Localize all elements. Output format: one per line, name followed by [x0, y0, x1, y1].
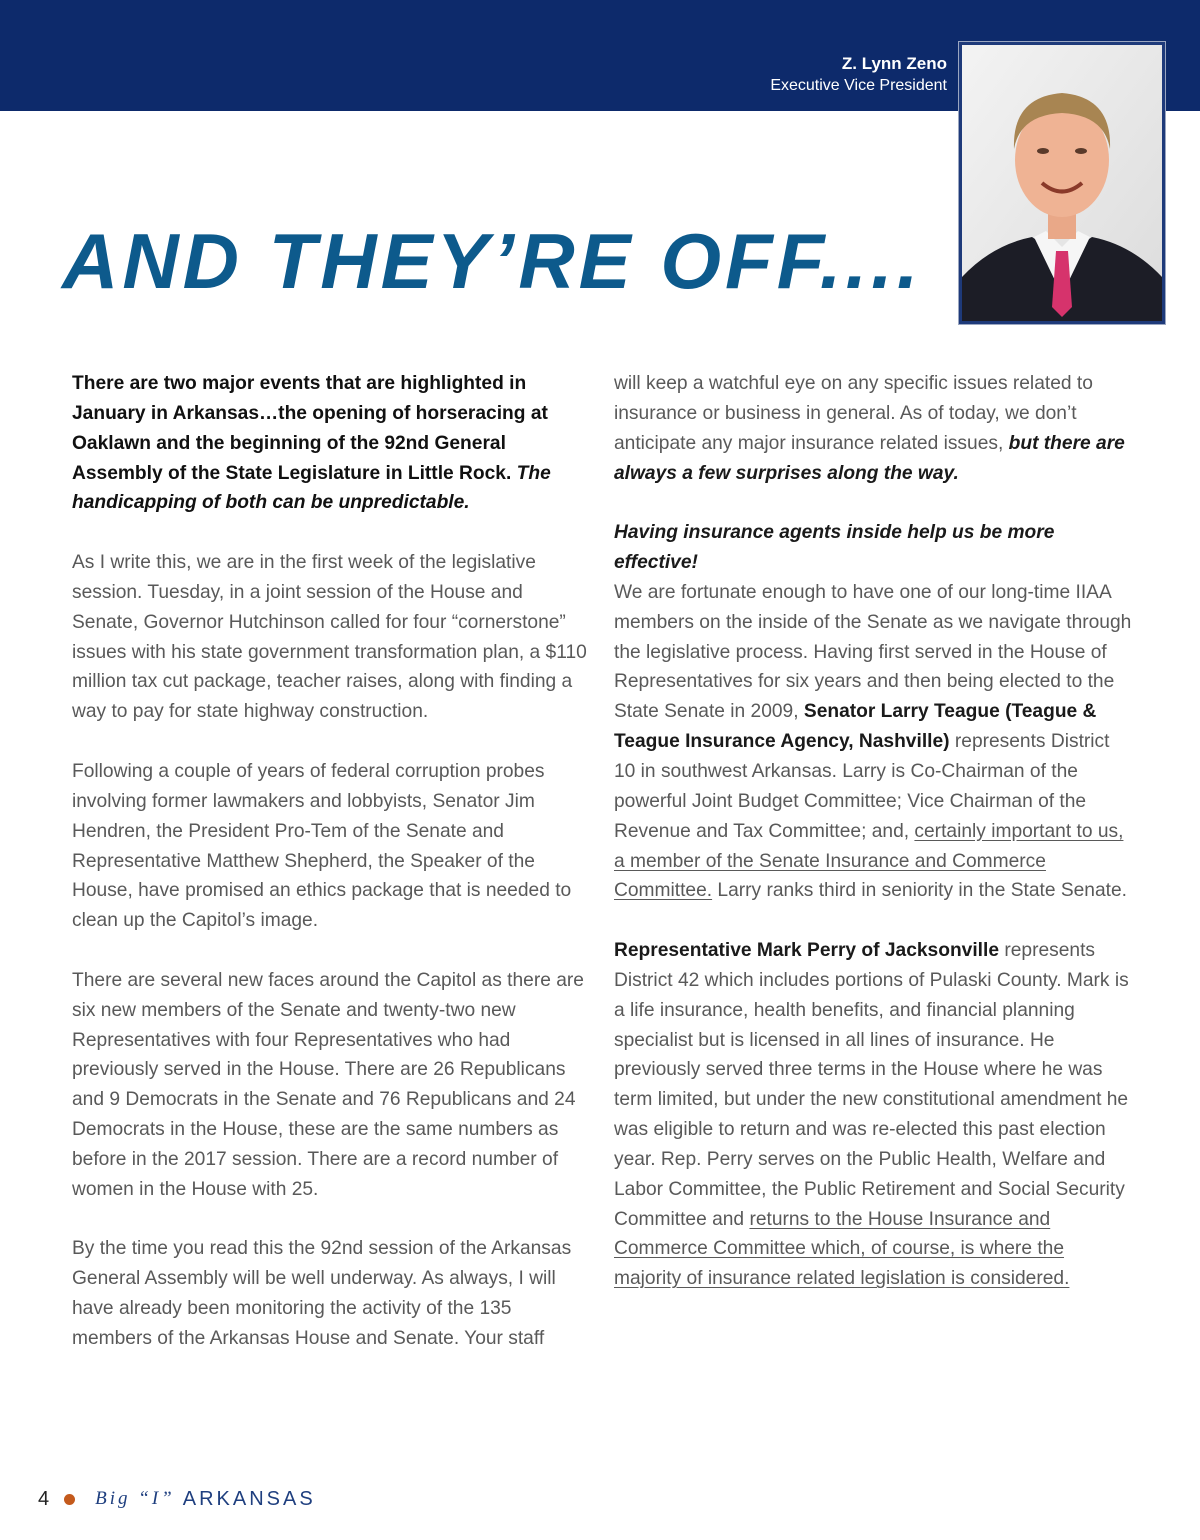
- subheading: Having insurance agents inside help us be more effective!: [614, 522, 1055, 574]
- left-column: [72, 369, 592, 1384]
- author-photo: [959, 42, 1165, 324]
- portrait-photo-icon: [962, 45, 1162, 321]
- magazine-name-state: ARKANSAS: [182, 1487, 316, 1510]
- paragraph: As I write this, we are in the first week of the legislative session. Tuesday, in a joint session of the House and Senate, Governor Hutchinson called for four “cornerstone” issues with his state government transformation plan, a $110 million tax cut package, teacher raises, along with finding a way to pay for state highway construction.: [72, 552, 587, 723]
- intro-paragraph: There are two major events that are highlighted in January in Arkansas…the opening of horseracing at Oaklawn and the beginning of the 92nd General Assembly of the State Legislature in Little Rock. The handicapping of both can be unpredictable.: [72, 373, 551, 514]
- paragraph: Following a couple of years of federal corruption probes involving former lawmakers and lobbyists, Senator Jim Hendren, the President Pro-Tem of the Senate and Representative Matthew Shepherd, the Speaker of the House, have promised an ethics package that is needed to clean up the Capitol’s image.: [72, 760, 572, 932]
- author-byline: [770, 53, 947, 97]
- paragraph: Representative Mark Perry of Jacksonville represents District 42 which includes portions of Pulaski County. Mark is a life insurance, health benefits, and financial planning specialist but is licensed in all lines of insurance. He previously served three terms in the House where he was term limited, but under the new constitutional amendment he was eligible to return and was re-elected this past election year. Rep. Perry serves on the Public Health, Welfare and Labor Committee, the Public Retirement and Social Security Committee and returns to the House Insurance and Commerce Committee which, of course, is where the majority of insurance related legislation is considered.: [614, 940, 1129, 1290]
- paragraph: will keep a watchful eye on any specific issues related to insurance or business in general. As of today, we don’t anticipate any major insurance related issues, but there are always a few surprises along the way.: [614, 373, 1125, 484]
- paragraph: There are several new faces around the Capitol as there are six new members of the Senate and twenty-two new Representatives with four Representatives who had previously served in the House. There are 26 Republicans and 9 Democrats in the Senate and 76 Republicans and 24 Democrats in the House, these are the same numbers as before in the 2017 session. There are a record number of women in the House with 25.: [72, 969, 584, 1200]
- headline: AND THEY’RE OFF....: [62, 217, 923, 305]
- page-footer: [38, 1484, 316, 1514]
- right-column: [614, 369, 1134, 1324]
- magazine-name: Big “I”: [95, 1488, 175, 1509]
- page-number: 4: [38, 1487, 50, 1510]
- bullet-icon: [64, 1494, 75, 1505]
- author-name: Z. Lynn Zeno: [841, 54, 947, 73]
- paragraph: We are fortunate enough to have one of our long-time IIAA members on the inside of the Senate as we navigate through the legislative process. Having first served in the House of Representatives for six years and then being elected to the State Senate in 2009, Senator Larry Teague (Teague & Teague Insurance Agency, Nashville) represents District 10 in southwest Arkansas. Larry is Co-Chairman of the powerful Joint Budget Committee; Vice Chairman of the Revenue and Tax Committee; and, certainly important to us, a member of the Senate Insurance and Commerce Committee. Larry ranks third in seniority in the State Senate.: [614, 581, 1132, 902]
- paragraph: By the time you read this the 92nd session of the Arkansas General Assembly will be well underway. As always, I will have already been monitoring the activity of the 135 members of the Arkansas House and Senate. Your staff: [72, 1238, 572, 1349]
- author-title: Executive Vice President: [770, 77, 947, 94]
